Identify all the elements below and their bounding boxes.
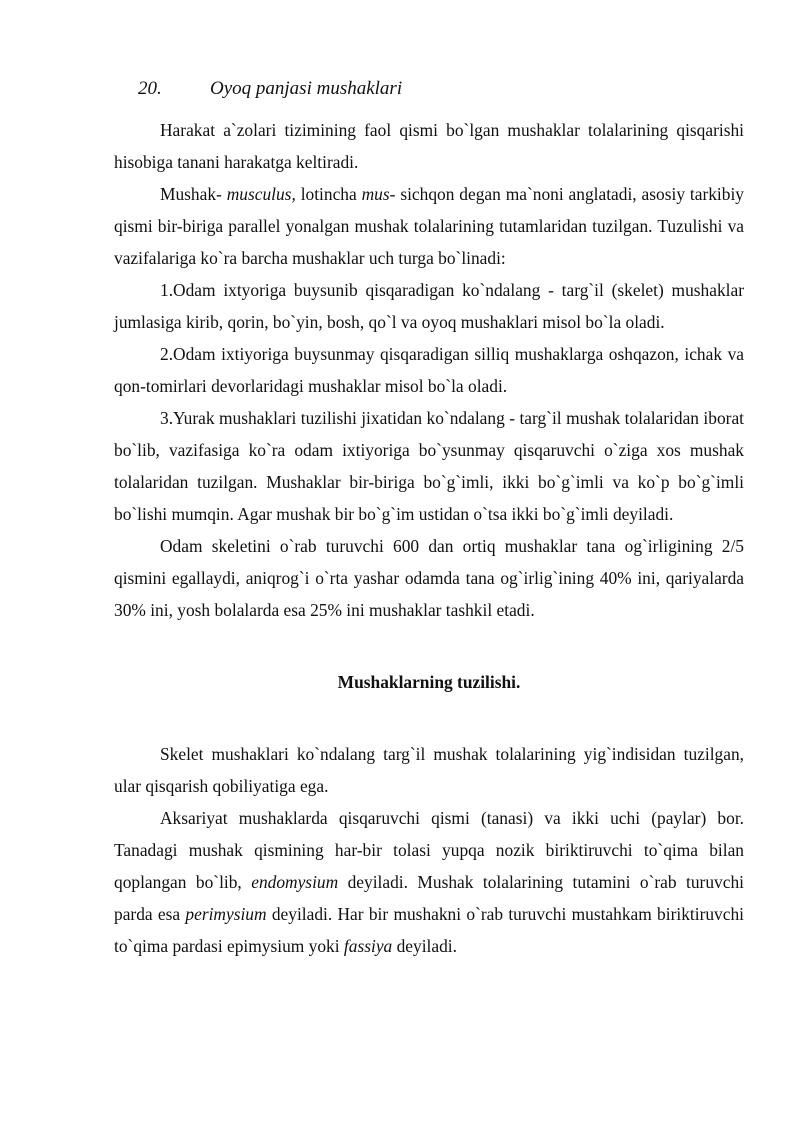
term-mus: mus xyxy=(361,184,390,204)
term-endomysium: endomysium xyxy=(251,872,339,892)
text-run: deyiladi. Mushak tolalarining tutamini o`rab turuvchi parda esa xyxy=(114,872,744,924)
text-run: - sichqon degan ma`noni anglatadi, asosiy tarkibiy qismi bir-biriga parallel yonalgan mushak tolalarining tutamlaridan tuzilgan. Tuzulishi va vazifalariga ko`ra barcha mushaklar uch turga bo`linadi: xyxy=(114,184,744,268)
section-heading xyxy=(114,74,744,104)
section-number: 20. xyxy=(138,78,162,99)
term-fassiya: fassiya xyxy=(343,936,393,956)
paragraph-1: Harakat a`zolari tizimining faol qismi bo`lgan mushaklar tolalarining qisqarishi hisobiga tanani harakatga keltiradi. xyxy=(114,120,744,172)
term-musculus: musculus, xyxy=(226,184,296,204)
paragraph-7: Skelet mushaklari ko`ndalang targ`il mushak tolalarining yig`indisidan tuzilgan, ular qisqarish qobiliyatiga ega. xyxy=(114,744,744,796)
paragraph-4: 2.Odam ixtiyoriga buysunmay qisqaradigan silliq mushaklarga oshqazon, ichak va qon-tomirlari devorlaridagi mushaklar misol bo`la oladi. xyxy=(114,344,744,396)
text-run: lotincha xyxy=(295,184,362,204)
term-perimysium: perimysium xyxy=(185,904,267,924)
paragraph-6: Odam skeletini o`rab turuvchi 600 dan ortiq mushaklar tana og`irligining 2/5 qismini egallaydi, aniqrog`i o`rta yashar odamda tana og`irlig`ining 40% ini, qariyalarda 30% ini, yosh bolalarda esa 25% ini mushaklar tashkil etadi. xyxy=(114,536,744,620)
paragraph-2 xyxy=(114,178,744,274)
paragraph-5: 3.Yurak mushaklari tuzilishi jixatidan ko`ndalang - targ`il mushak tolalaridan iborat bo`lib, vazifasiga ko`ra odam ixtiyoriga bo`ysunmay qisqaruvchi o`ziga xos mushak tolalaridan tuzilgan. Mushaklar bir-biriga bo`g`imli, ikki bo`g`imli va ko`p bo`g`imli bo`lishi mumqin. Agar mushak bir bo`g`im ustidan o`tsa ikki bo`g`imli deyiladi. xyxy=(114,408,744,524)
text-run: Aksariyat mushaklarda qisqaruvchi qismi (tanasi) va ikki uchi (paylar) bor. Tanadagi mushak qismining har-bir tolasi yupqa nozik biriktiruvchi to`qima bilan qoplangan bo`lib, xyxy=(114,808,744,892)
text-run: deyiladi. Har bir mushakni o`rab turuvchi mustahkam biriktiruvchi to`qima pardasi epimysium yoki xyxy=(114,904,744,956)
paragraph-3: 1.Odam ixtyoriga buysunib qisqaradigan ko`ndalang - targ`il (skelet) mushaklar jumlasiga kirib, qorin, bo`yin, bosh, qo`l va oyoq mushaklari misol bo`la oladi. xyxy=(114,280,744,332)
text-run: deyiladi. xyxy=(392,936,457,956)
text-run: Mushak- xyxy=(160,184,227,204)
subheading: Mushaklarning tuzilishi. xyxy=(337,672,521,692)
section-title: Oyoq panjasi mushaklari xyxy=(210,78,403,99)
paragraph-8 xyxy=(114,802,744,962)
